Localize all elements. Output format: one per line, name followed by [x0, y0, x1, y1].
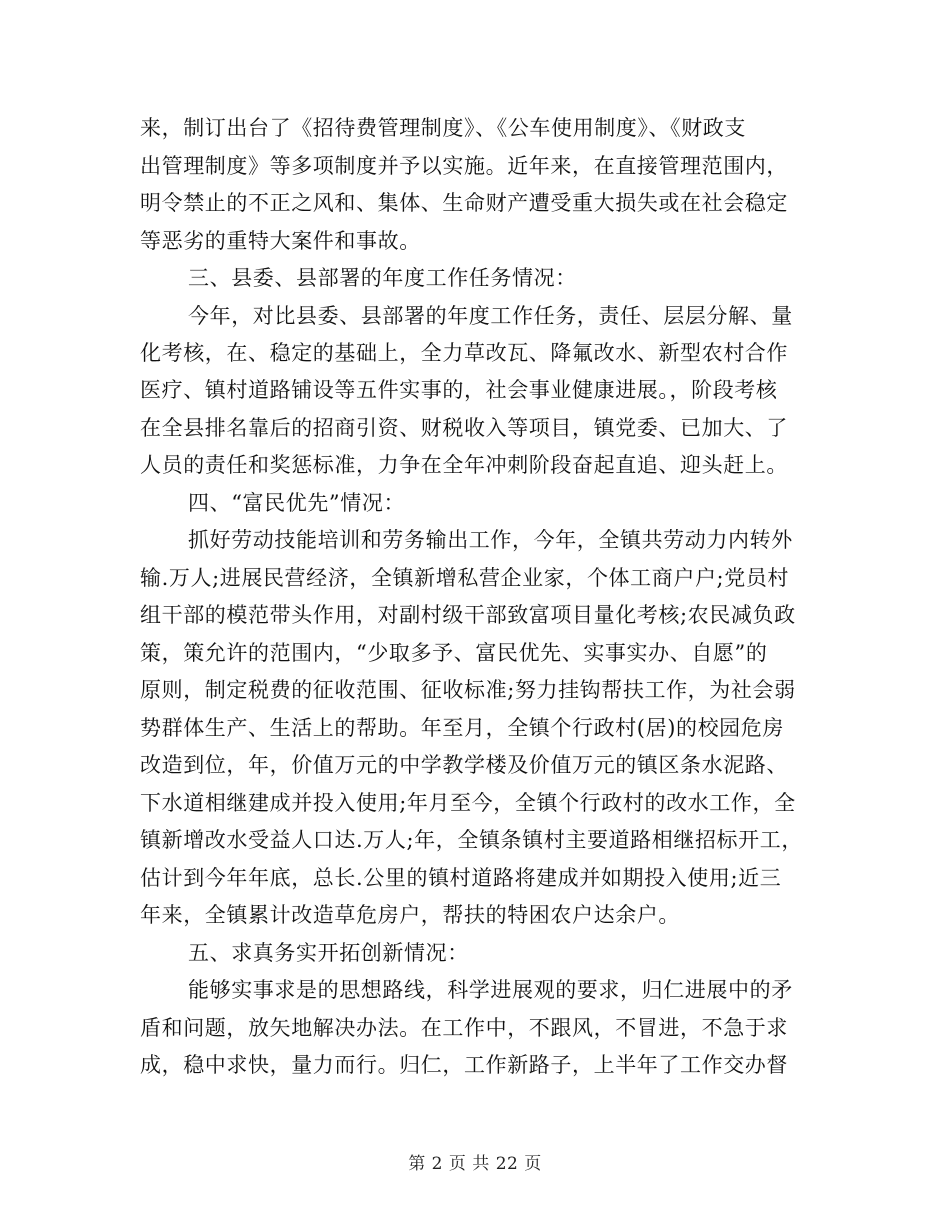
text-line: 能够实事求是的思想路线，科学进展观的要求，归仁进展中的矛 [188, 978, 793, 1002]
text-line: 化考核，在、稳定的基础上，全力草改瓦、降氟改水、新型农村合作 [140, 341, 788, 365]
section-heading-4: 四、“富民优先”情况： [188, 491, 406, 515]
text-line: 在全县排名靠后的招商引资、财税收入等项目，镇党委、已加大、了 [140, 416, 788, 440]
text-line: 人员的责任和奖惩标准，力争在全年冲刺阶段奋起直追、迎头赶上。 [140, 453, 788, 477]
text-line: 出管理制度》等多项制度并予以实施。近年来，在直接管理范围内， [140, 154, 788, 178]
text-line: 明令禁止的不正之风和、集体、生命财产遭受重大损失或在社会稳定 [140, 191, 788, 215]
text-line: 年来，全镇累计改造草危房户，帮扶的特困农户达余户。 [140, 903, 680, 927]
text-line: 盾和问题，放矢地解决办法。在工作中，不跟风，不冒进，不急于求 [140, 1016, 788, 1040]
text-line: 镇新增改水受益人口达.万人;年，全镇条镇村主要道路相继招标开工， [140, 828, 803, 852]
text-line: 抓好劳动技能培训和劳务输出工作，今年，全镇共劳动力内转外 [188, 528, 793, 552]
text-line: 势群体生产、生活上的帮助。年至月，全镇个行政村(居)的校园危房 [140, 716, 784, 740]
text-line: 下水道相继建成并投入使用;年月至今，全镇个行政村的改水工作，全 [140, 791, 796, 815]
text-line: 今年，对比县委、县部署的年度工作任务，责任、层层分解、量 [188, 304, 793, 328]
text-line: 原则，制定税费的征收范围、征收标准;努力挂钩帮扶工作，为社会弱 [140, 678, 796, 702]
text-line: 来，制订出台了《招待费管理制度》、《公车使用制度》、《财政支 [140, 116, 746, 140]
text-line: 改造到位，年，价值万元的中学教学楼及价值万元的镇区条水泥路、 [140, 753, 788, 777]
text-line: 估计到今年年底，总长.公里的镇村道路将建成并如期投入使用;近三 [140, 866, 782, 890]
section-heading-3: 三、县委、县部署的年度工作任务情况： [188, 266, 577, 290]
text-line: 策，策允许的范围内，“少取多予、富民优先、实事实办、自愿”的 [140, 641, 768, 665]
text-line: 医疗、镇村道路铺设等五件实事的，社会事业健康进展。，阶段考核 [140, 378, 778, 402]
text-line: 等恶劣的重特大案件和事故。 [140, 229, 421, 253]
section-heading-5: 五、求真务实开拓创新情况： [188, 941, 469, 965]
text-line: 输.万人;进展民营经济，全镇新增私营企业家，个体工商户户;党员村 [140, 566, 790, 590]
page-number-footer: 第 2 页 共 22 页 [408, 1154, 542, 1174]
text-line: 组干部的模范带头作用，对副村级干部致富项目量化考核;农民减负政 [140, 603, 796, 627]
text-line: 成，稳中求快，量力而行。归仁，工作新路子，上半年了工作交办督 [140, 1053, 788, 1077]
